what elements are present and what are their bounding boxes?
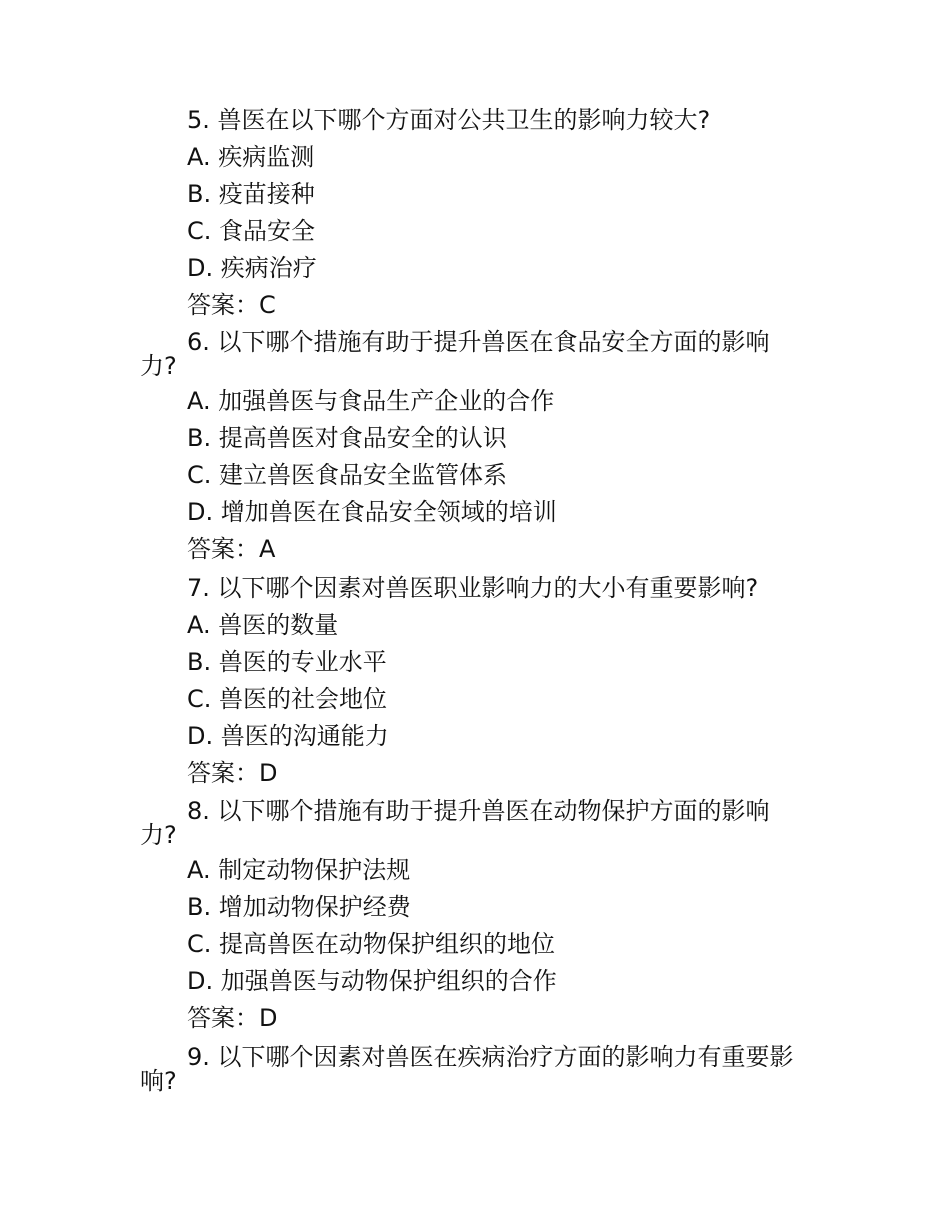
question-8-option-c: C. 提高兽医在动物保护组织的地位 [187,930,556,958]
question-5-option-d: D. 疾病治疗 [187,254,317,282]
question-8-option-b: B. 增加动物保护经费 [187,893,411,921]
question-7-text: 7. 以下哪个因素对兽医职业影响力的大小有重要影响? [187,574,759,602]
question-6-option-b: B. 提高兽医对食品安全的认识 [187,424,507,452]
question-7-answer: 答案：D [187,759,278,787]
question-6-option-c: C. 建立兽医食品安全监管体系 [187,461,508,489]
question-8-text: 8. 以下哪个措施有助于提升兽医在动物保护方面的影响 [187,797,770,825]
question-5-answer: 答案：C [187,291,276,319]
question-7-option-b: B. 兽医的专业水平 [187,648,387,676]
question-6-option-a: A. 加强兽医与食品生产企业的合作 [187,387,555,415]
question-6-text-continued: 力? [140,352,177,380]
question-7-option-c: C. 兽医的社会地位 [187,685,388,713]
question-7-option-d: D. 兽医的沟通能力 [187,722,389,750]
question-8-option-d: D. 加强兽医与动物保护组织的合作 [187,967,557,995]
question-6-option-d: D. 增加兽医在食品安全领域的培训 [187,498,557,526]
question-9-text: 9. 以下哪个因素对兽医在疾病治疗方面的影响力有重要影 [187,1043,794,1071]
question-6-text: 6. 以下哪个措施有助于提升兽医在食品安全方面的影响 [187,328,770,356]
question-5-option-b: B. 疫苗接种 [187,180,315,208]
question-5-option-c: C. 食品安全 [187,217,316,245]
question-5-text: 5. 兽医在以下哪个方面对公共卫生的影响力较大? [187,106,711,134]
question-8-option-a: A. 制定动物保护法规 [187,856,411,884]
question-5-option-a: A. 疾病监测 [187,143,315,171]
question-6-answer: 答案：A [187,535,276,563]
question-8-answer: 答案：D [187,1004,278,1032]
question-7-option-a: A. 兽医的数量 [187,611,339,639]
question-9-text-continued: 响? [140,1067,177,1095]
question-8-text-continued: 力? [140,821,177,849]
